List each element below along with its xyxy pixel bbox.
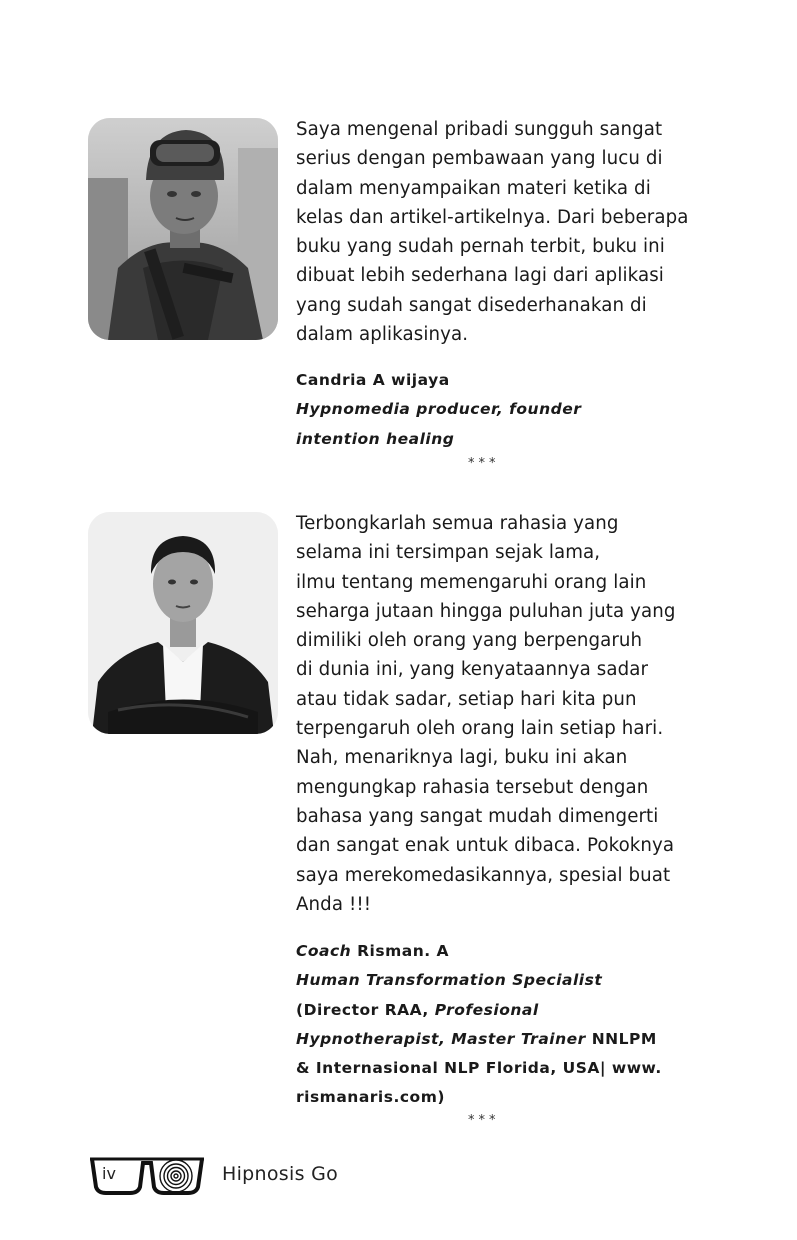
author-name: Risman. A	[357, 942, 450, 960]
text-line: Anda !!!	[296, 893, 372, 915]
text-line: Nah, menariknya lagi, buku ini akan	[296, 747, 628, 769]
text-line: Terbongkarlah semua rahasia yang	[296, 513, 619, 534]
section-separator: ***	[468, 1113, 500, 1128]
author-role: Hypnomedia producer, founder	[296, 400, 582, 419]
text-line: buku yang sudah pernah terbit, buku ini	[296, 236, 665, 258]
testimonial-2-signature	[296, 937, 716, 1113]
text-line: dibuat lebih sederhana lagi dari aplikasi	[296, 265, 664, 287]
author-name-line	[296, 937, 716, 966]
text-line: atau tidak sadar, setiap hari kita pun	[296, 688, 637, 710]
text-line: dan sangat enak untuk dibaca. Pokoknya	[296, 835, 675, 857]
section-separator: ***	[468, 456, 500, 471]
credential-line	[296, 996, 716, 1025]
text-line: seharga jutaan hingga puluhan juta yang	[296, 600, 676, 622]
author-photo-candria	[88, 118, 278, 340]
author-role: intention healing	[296, 429, 455, 448]
text-line: mengungkap rahasia tersebut dengan	[296, 776, 649, 798]
credential-line: rismanaris.com)	[296, 1088, 445, 1107]
testimonial-1-text	[296, 115, 696, 349]
credential-text: Profesional	[434, 1000, 539, 1019]
author-name: Candria A wijaya	[296, 371, 450, 389]
text-line: selama ini tersimpan sejak lama,	[296, 542, 601, 564]
text-line: yang sudah sangat disederhanakan di	[296, 294, 647, 316]
text-line: serius dengan pembawaan yang lucu di	[296, 148, 663, 170]
book-title: Hipnosis Go	[222, 1163, 339, 1185]
soldier-portrait-image	[88, 118, 278, 340]
author-prefix: Coach	[296, 942, 352, 960]
page-number: iv	[102, 1164, 116, 1183]
text-line: bahasa yang sangat mudah dimengerti	[296, 805, 659, 827]
text-line: dalam aplikasinya.	[296, 324, 469, 346]
author-title: Human Transformation Specialist	[296, 971, 603, 990]
text-line: dimiliki oleh orang yang berpengaruh	[296, 630, 643, 652]
text-line: dalam menyampaikan materi ketika di	[296, 177, 651, 199]
author-photo-risman	[88, 512, 278, 734]
credential-line	[296, 1025, 716, 1054]
text-line: ilmu tentang memengaruhi orang lain	[296, 571, 647, 593]
testimonial-1-signature	[296, 366, 716, 454]
text-line: kelas dan artikel-artikelnya. Dari beberapa	[296, 206, 689, 228]
testimonial-2-text	[296, 509, 696, 919]
text-line: di dunia ini, yang kenyataannya sadar	[296, 659, 649, 681]
credential-text: (Director RAA,	[296, 1000, 435, 1019]
businessman-portrait-image	[88, 512, 278, 734]
credential-text: Hypnotherapist, Master Trainer	[296, 1029, 586, 1048]
text-line: saya merekomedasikannya, spesial buat	[296, 864, 671, 886]
credential-text: NNLPM	[585, 1029, 657, 1048]
text-line: terpengaruh oleh orang lain setiap hari.	[296, 718, 664, 740]
text-line: Saya mengenal pribadi sungguh sangat	[296, 119, 663, 140]
credential-line: & Internasional NLP Florida, USA| www.	[296, 1059, 662, 1078]
